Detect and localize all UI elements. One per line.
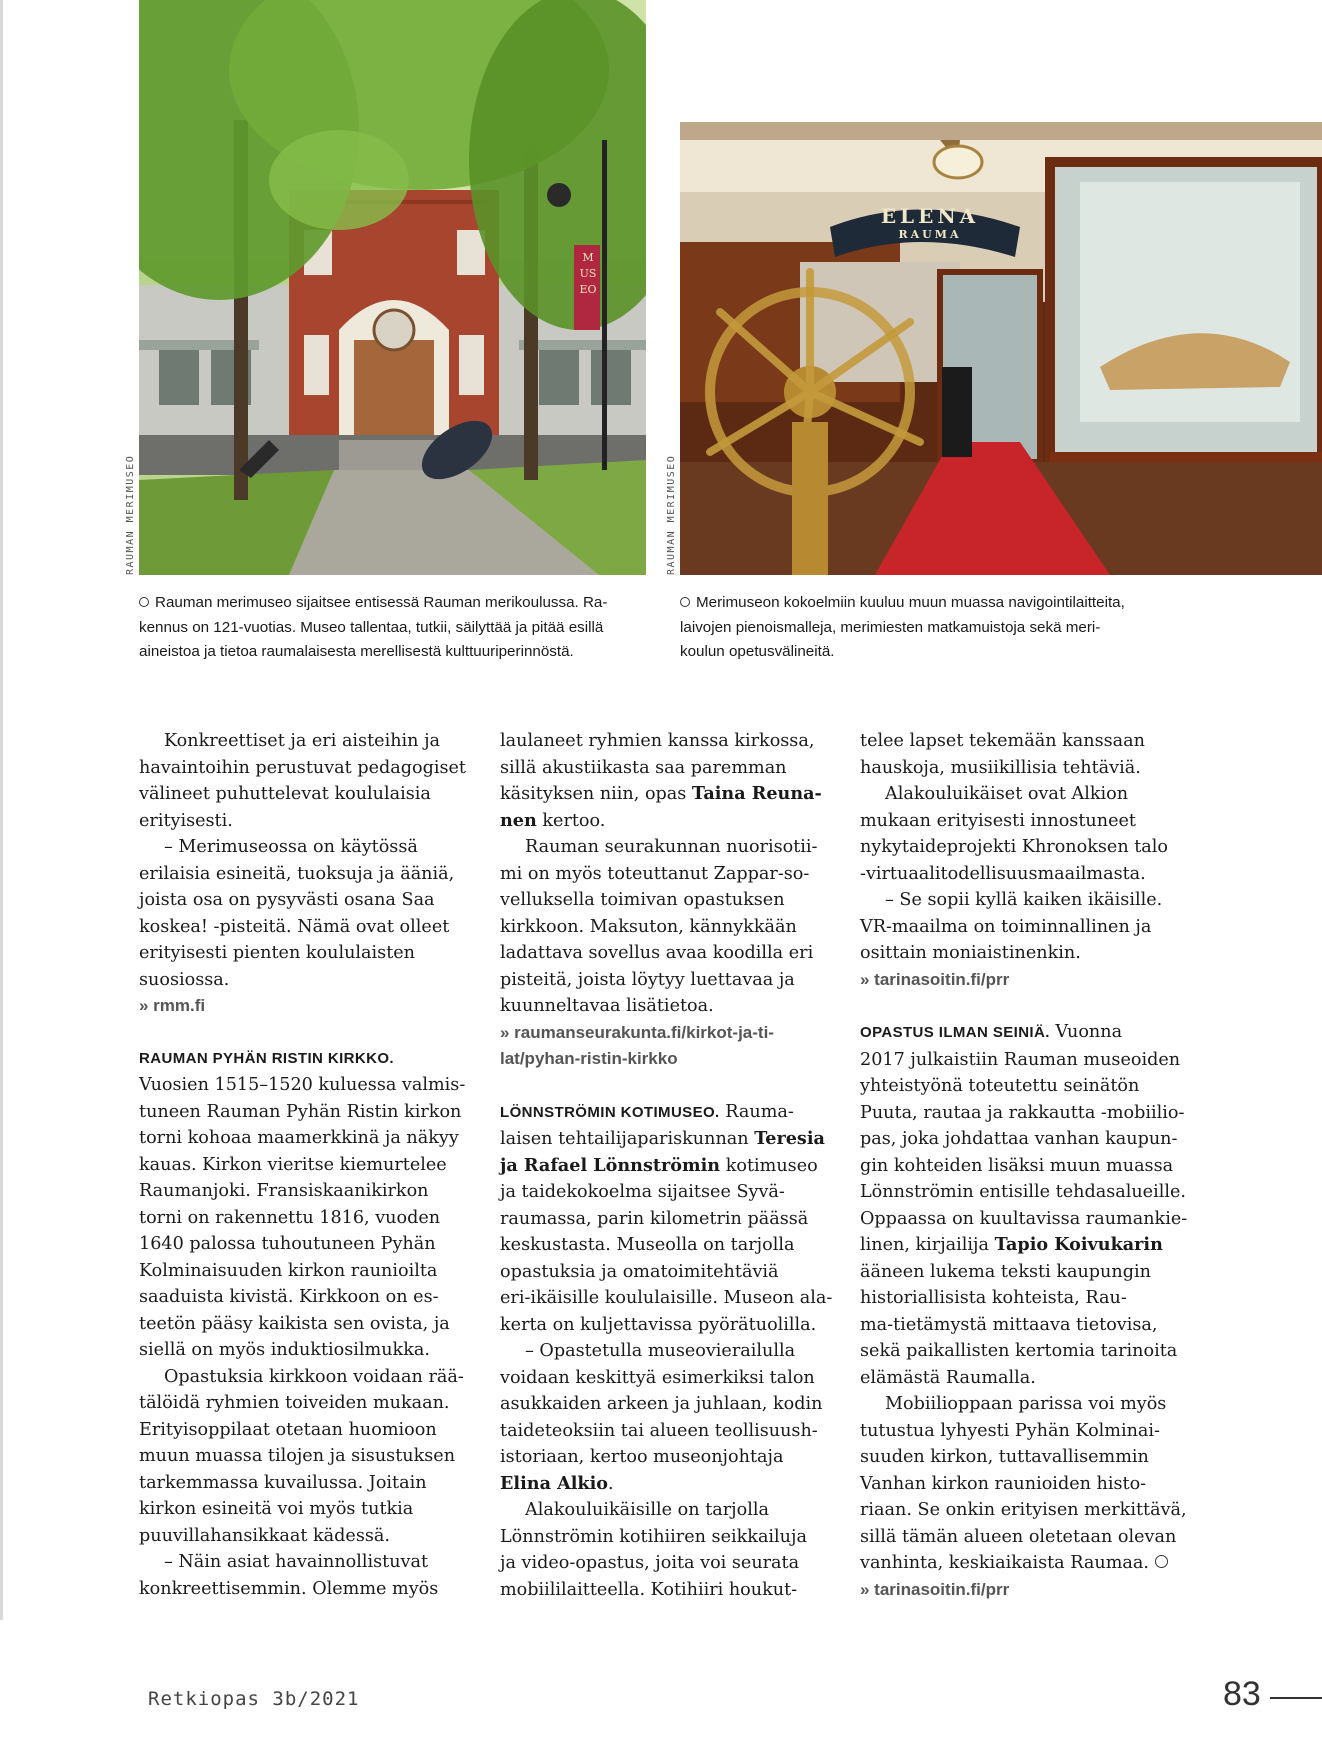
name-taina-reunanen: Taina Reuna-: [691, 783, 822, 804]
heading-lonnstromin-kotimuseo: LÖNNSTRÖMIN KOTIMUSEO.: [500, 1103, 720, 1121]
link-lonnstrominmuseot[interactable]: » tarinasoitin.fi/prr: [860, 969, 1010, 989]
link-tarinasoitin[interactable]: » tarinasoitin.fi/prr: [860, 1579, 1010, 1599]
article-column-1: Konkreettiset ja eri aisteihin ja havaintoihin perustuvat pedagogiset välineet puhuttelevat koululaisia erityisesti. – Merimuseossa on käytössä erilaisia esineitä, tuoksuja ja ääniä, joista osa on pysyvästi osana Saa koskea! -pisteitä. Nämä ovat olleet erityisesti pienten koululaisten suosiossa. » rmm.fi RAUMAN PYHÄN RISTIN KIRKKO. Vuosien 1515–1520 kuluessa valmis- tuneen Rauman Pyhän Ristin kirkon torni kohoaa maamerkkinä ja näkyy kauas. Kirkon vieritse kiemurtelee Raumanjoki. Fransiskaanikirkon torni on rakennettu 1816, vuoden 1640 palossa tuhoutuneen Pyhän Kolminaisuuden kirkon raunioilta saaduista kivistä. Kirkkoon on es- teetön pääsy kaikista sen ovista, ja siellä on myös induktiosilmukka. Opastuksia kirkkoon voidaan rää- tälöidä ryhmien toiveiden mukaan. Erityisoppilaat otetaan huomioon muun muassa tilojen ja sisustuksen tarkemmassa kuvailussa. Joitain kirkon esineitä voi myös tutkia puuvillahansikkaat kädessä. – Näin asiat havainnollistuvat konkreettisemmin. Olemme myös: [139, 728, 469, 1602]
magazine-footer: Retkiopas 3b/2021: [148, 1688, 360, 1710]
link-raumanseurakunta-cont[interactable]: lat/pyhan-ristin-kirkko: [500, 1049, 678, 1068]
link-rmm[interactable]: » rmm.fi: [139, 996, 206, 1015]
caption-left: Rauman merimuseo sijaitsee entisessä Rauman merikoulussa. Ra- kennus on 121-vuotias. Museo tallentaa, tutkii, säilyttää ja pitää esillä aineistoa ja tietoa raumalaisesta merellisestä kulttuuriperinnöstä.: [139, 594, 608, 660]
name-elina-alkio: Elina Alkio: [500, 1472, 609, 1494]
name-tapio-koivukari: Tapio Koivukarin: [994, 1234, 1163, 1255]
caption-circle-icon: [139, 597, 149, 607]
end-circle-icon: [1155, 1555, 1168, 1568]
museum-building-photo: [139, 0, 646, 575]
article-column-3: telee lapset tekemään kanssaan hauskoja, musiikillisia tehtäviä. Alakouluikäiset ovat Alkion mukaan erityisesti innostuneet nykytaideprojekti Khronoksen talo -virtuaalitodellisuusmaailmasta. – Se sopii kyllä kaiken ikäisille. VR-maailma on toiminnallinen ja osittain moniaistinenkin. » tarinasoitin.fi/prr OPASTUS ILMAN SEINIÄ. Vuonna 2017 julkaistiin Rauman museoiden yhteistyönä toteutettu seinätön Puuta, rautaa ja rakkautta -mobiilio- pas, joka johdattaa vanhan kaupun- gin kohteiden lisäksi muun muassa Lönnströmin entisille tehdasalueille. Oppaassa on kuultavissa raumankie- linen, kirjailija Tapio Koivukarin ääneen lukema teksti kaupungin historiallisista kohteista, Rau- ma-tietämystä mittaava tietovisa, sekä paikallisten kertomia tarinoita elämästä Raumalla. Mobiilioppaan parissa voi myös tutustua lyhyesti Pyhän Kolminai- suuden kirkon, tuttavallisemmin Vanhan kirkon raunioiden histo- riaan. Se onkin erityisen merkittävä, sillä tämän alueen oletetaan olevan vanhinta, keskiaikaista Raumaa. » tarinasoitin.fi/prr: [860, 728, 1190, 1603]
museum-interior-photo: [680, 122, 1322, 575]
page-number: 83: [1223, 1675, 1261, 1713]
article-column-2: laulaneet ryhmien kanssa kirkossa, sillä akustiikasta saa paremman käsityksen niin, opas Taina Reuna- nen kertoo. Rauman seurakunnan nuorisotii- mi on myös toteuttanut Zappar-so- velluksella toimivan opastuksen kirkkoon. Maksuton, kännykkään ladattava sovellus avaa koodilla eri pisteitä, joista löytyy luettavaa ja kuunneltavaa lisätietoa. » raumanseurakunta.fi/kirkot-ja-ti- lat/pyhan-ristin-kirkko LÖNNSTRÖMIN KOTIMUSEO. Rauma- laisen tehtailijapariskunnan Teresia ja Rafael Lönnströmin kotimuseo ja taidekokoelma sijaitsee Syvä- raumassa, parin kilometrin päässä keskustasta. Museolla on tarjolla opastuksia ja omatoimitehtäviä eri-ikäisille koululaisille. Museon ala- kerta on kuljettavissa pyörätuolilla. – Opastetulla museovierailulla voidaan keskittyä esimerkiksi talon asukkaiden arkeen ja juhlaan, kodin taideteoksiin tai alueen teollisuush- istoriaan, kertoo museonjohtaja Elina Alkio. Alakouluikäisille on tarjolla Lönnströmin kotihiiren seikkailuja ja video-opastus, joita voi seurata mobiililaitteella. Kotihiiri houkut-: [500, 731, 833, 1600]
page-edge: [0, 0, 3, 1620]
page-number-rule: [1270, 1697, 1322, 1699]
heading-opastus-ilman-seinia: OPASTUS ILMAN SEINIÄ.: [860, 1024, 1050, 1041]
caption-right: Merimuseon kokoelmiin kuuluu muun muassa navigointilaitteita, laivojen pienoismalleja, merimiesten matkamuistoja sekä meri- koulun opetusvälineitä.: [680, 594, 1125, 660]
link-raumanseurakunta[interactable]: » raumanseurakunta.fi/kirkot-ja-ti-: [500, 1022, 774, 1042]
photo-credit-left: RAUMAN MERIMUSEO: [125, 454, 136, 575]
caption-circle-icon: [680, 597, 690, 607]
photo-credit-right: RAUMAN MERIMUSEO: [666, 454, 677, 575]
museo-banner-text: MUSEO: [579, 251, 597, 296]
museum-sign-text: ELENA RAUMA: [880, 204, 980, 241]
heading-pyhan-ristin-kirkko: RAUMAN PYHÄN RISTIN KIRKKO.: [139, 1049, 394, 1067]
